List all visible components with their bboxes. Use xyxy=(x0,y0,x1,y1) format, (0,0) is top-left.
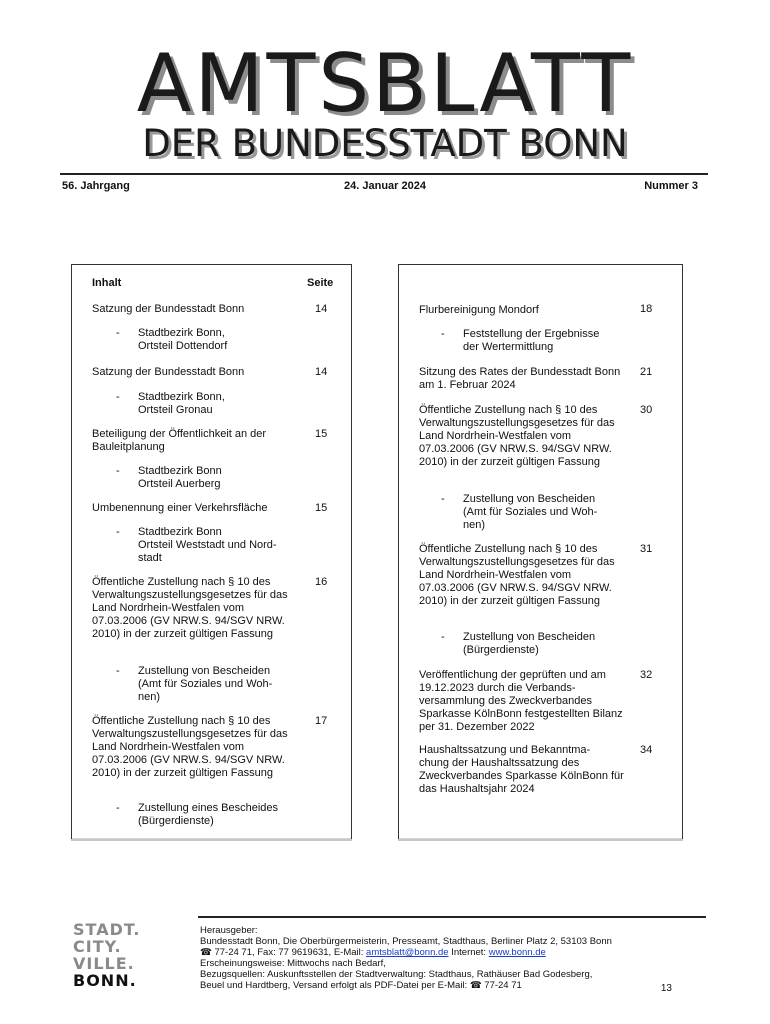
toc-sub-text: Stadtbezirk Bonn, Ortsteil Dottendorf xyxy=(138,327,228,352)
impressum xyxy=(200,925,705,991)
toc-sub-dash: - xyxy=(116,526,120,538)
logo-line-2: CITY. xyxy=(73,937,122,956)
toc-entry-title[interactable]: Umbenennung einer Verkehrsfläche xyxy=(92,502,268,514)
toc-entry-page[interactable]: 18 xyxy=(640,303,653,315)
toc-entry-title[interactable]: Öffentliche Zustellung nach § 10 des Verwaltungszustellungsgesetzes für das Land Nordrhein-Westfalen vom 07.03.2006 (GV NRW.S. 94/SGV NRW. 2010) in der zurzeit gültigen Fassung xyxy=(419,543,615,607)
website-link[interactable]: www.bonn.de xyxy=(488,947,546,958)
toc-sub-text: Zustellung eines Bescheides (Bürgerdienste) xyxy=(138,802,279,827)
internet-label: Internet: xyxy=(451,947,487,958)
toc-entry-page[interactable]: 14 xyxy=(315,303,328,315)
toc-sub-text: Stadtbezirk Bonn Ortsteil Weststadt und Nord- stadt xyxy=(138,526,277,564)
publisher-text: Bundesstadt Bonn, Die Oberbürgermeisterin, Presseamt, Stadthaus, Berliner Platz 2, 53103 Bonn xyxy=(200,936,612,947)
toc-sub-text: Zustellung von Bescheiden (Amt für Soziales und Woh- nen) xyxy=(463,493,598,531)
toc-sub-text: Zustellung von Bescheiden (Amt für Soziales und Woh- nen) xyxy=(138,665,273,703)
toc-entry-title[interactable]: Öffentliche Zustellung nach § 10 des Verwaltungszustellungsgesetzes für das Land Nordrhein-Westfalen vom 07.03.2006 (GV NRW.S. 94/SGV NRW. 2010) in der zurzeit gültigen Fassung xyxy=(419,404,615,468)
toc-entry-page[interactable]: 16 xyxy=(315,576,328,588)
contact-line xyxy=(200,947,705,958)
toc-sub-text: Stadtbezirk Bonn Ortsteil Auerberg xyxy=(138,465,222,490)
toc-sub-dash: - xyxy=(441,493,445,505)
toc-entry-page[interactable]: 30 xyxy=(640,404,653,416)
toc-entry-page[interactable]: 32 xyxy=(640,669,653,681)
toc-entry-page[interactable]: 14 xyxy=(315,366,328,378)
toc-right-box xyxy=(398,264,683,839)
logo-line-3: VILLE. xyxy=(73,954,135,973)
toc-sub-dash: - xyxy=(116,465,120,477)
masthead-subtitle: DER BUNDESSTADT BONN xyxy=(142,122,628,165)
toc-entry-title[interactable]: Satzung der Bundesstadt Bonn xyxy=(92,303,245,315)
toc-page-heading: Seite xyxy=(307,277,334,289)
city-logo xyxy=(73,921,140,989)
toc-entry-page[interactable]: 34 xyxy=(640,744,653,756)
page-number: 13 xyxy=(660,983,672,994)
issue-number: Nummer 3 xyxy=(644,180,698,192)
toc-entry-page[interactable]: 31 xyxy=(640,543,653,555)
schedule-text: Erscheinungsweise: Mittwochs nach Bedarf, xyxy=(200,958,386,969)
toc-entry-title[interactable]: Beteiligung der Öffentlichkeit an der Bauleitplanung xyxy=(92,428,267,453)
logo-line-4: BONN. xyxy=(73,971,137,990)
toc-entry-title[interactable]: Veröffentlichung der geprüften und am 19.12.2023 durch die Verbands- versammlung des Zweckverbandes Sparkasse KölnBonn festgestellten Bilanz per 31. Dezember 2022 xyxy=(419,669,623,733)
toc-sub-text: Stadtbezirk Bonn, Ortsteil Gronau xyxy=(138,391,225,416)
masthead-title: AMTSBLATT xyxy=(136,37,634,130)
issue-date: 24. Januar 2024 xyxy=(344,180,426,192)
header-rule xyxy=(60,173,708,175)
toc-sub-dash: - xyxy=(116,391,120,403)
toc-sub-dash: - xyxy=(116,802,120,814)
toc-sub-dash: - xyxy=(441,328,445,340)
toc-entry-title[interactable]: Öffentliche Zustellung nach § 10 des Verwaltungszustellungsgesetzes für das Land Nordrhein-Westfalen vom 07.03.2006 (GV NRW.S. 94/SGV NRW. 2010) in der zurzeit gültigen Fassung xyxy=(92,715,288,779)
toc-sub-dash: - xyxy=(116,665,120,677)
logo-line-1: STADT. xyxy=(73,920,141,939)
footer-rule xyxy=(198,916,706,918)
toc-entry-title[interactable]: Haushaltssatzung und Bekanntma- chung der Haushaltssatzung des Zweckverbandes Sparkasse KölnBonn für das Haushaltsjahr 2024 xyxy=(419,744,624,795)
toc-entry-title[interactable]: Satzung der Bundesstadt Bonn xyxy=(92,366,245,378)
toc-entry-page[interactable]: 15 xyxy=(315,428,328,440)
publisher-label: Herausgeber: xyxy=(200,925,258,936)
toc-sub-dash: - xyxy=(116,327,120,339)
sources-text: Bezugsquellen: Auskunftsstellen der Stadtverwaltung: Stadthaus, Rathäuser Bad Godesberg, xyxy=(200,969,593,980)
toc-entry-title[interactable]: Flurbereinigung Mondorf xyxy=(419,304,539,316)
toc-entry-title[interactable]: Sitzung des Rates der Bundesstadt Bonn am 1. Februar 2024 xyxy=(419,366,621,391)
toc-entry-page[interactable]: 17 xyxy=(315,715,328,727)
toc-heading: Inhalt xyxy=(92,277,122,289)
toc-sub-text: Zustellung von Bescheiden (Bürgerdienste) xyxy=(463,631,596,656)
toc-entry-page[interactable]: 15 xyxy=(315,502,328,514)
phone-fax-text: ☎ 77-24 71, Fax: 77 9619631, E-Mail: xyxy=(200,947,364,958)
toc-entry-title[interactable]: Öffentliche Zustellung nach § 10 des Verwaltungszustellungsgesetzes für das Land Nordrhein-Westfalen vom 07.03.2006 (GV NRW.S. 94/SGV NRW. 2010) in der zurzeit gültigen Fassung xyxy=(92,576,288,640)
volume-label: 56. Jahrgang xyxy=(62,180,130,192)
toc-sub-text: Feststellung der Ergebnisse der Wertermittlung xyxy=(463,328,600,353)
toc-entry-page[interactable]: 21 xyxy=(640,366,653,378)
toc-left-box xyxy=(71,264,352,839)
order-text: Beuel und Hardtberg, Versand erfolgt als PDF-Datei per E-Mail: ☎ 77-24 71 xyxy=(200,980,522,991)
toc-sub-dash: - xyxy=(441,631,445,643)
email-link[interactable]: amtsblatt@bonn.de xyxy=(366,947,449,958)
